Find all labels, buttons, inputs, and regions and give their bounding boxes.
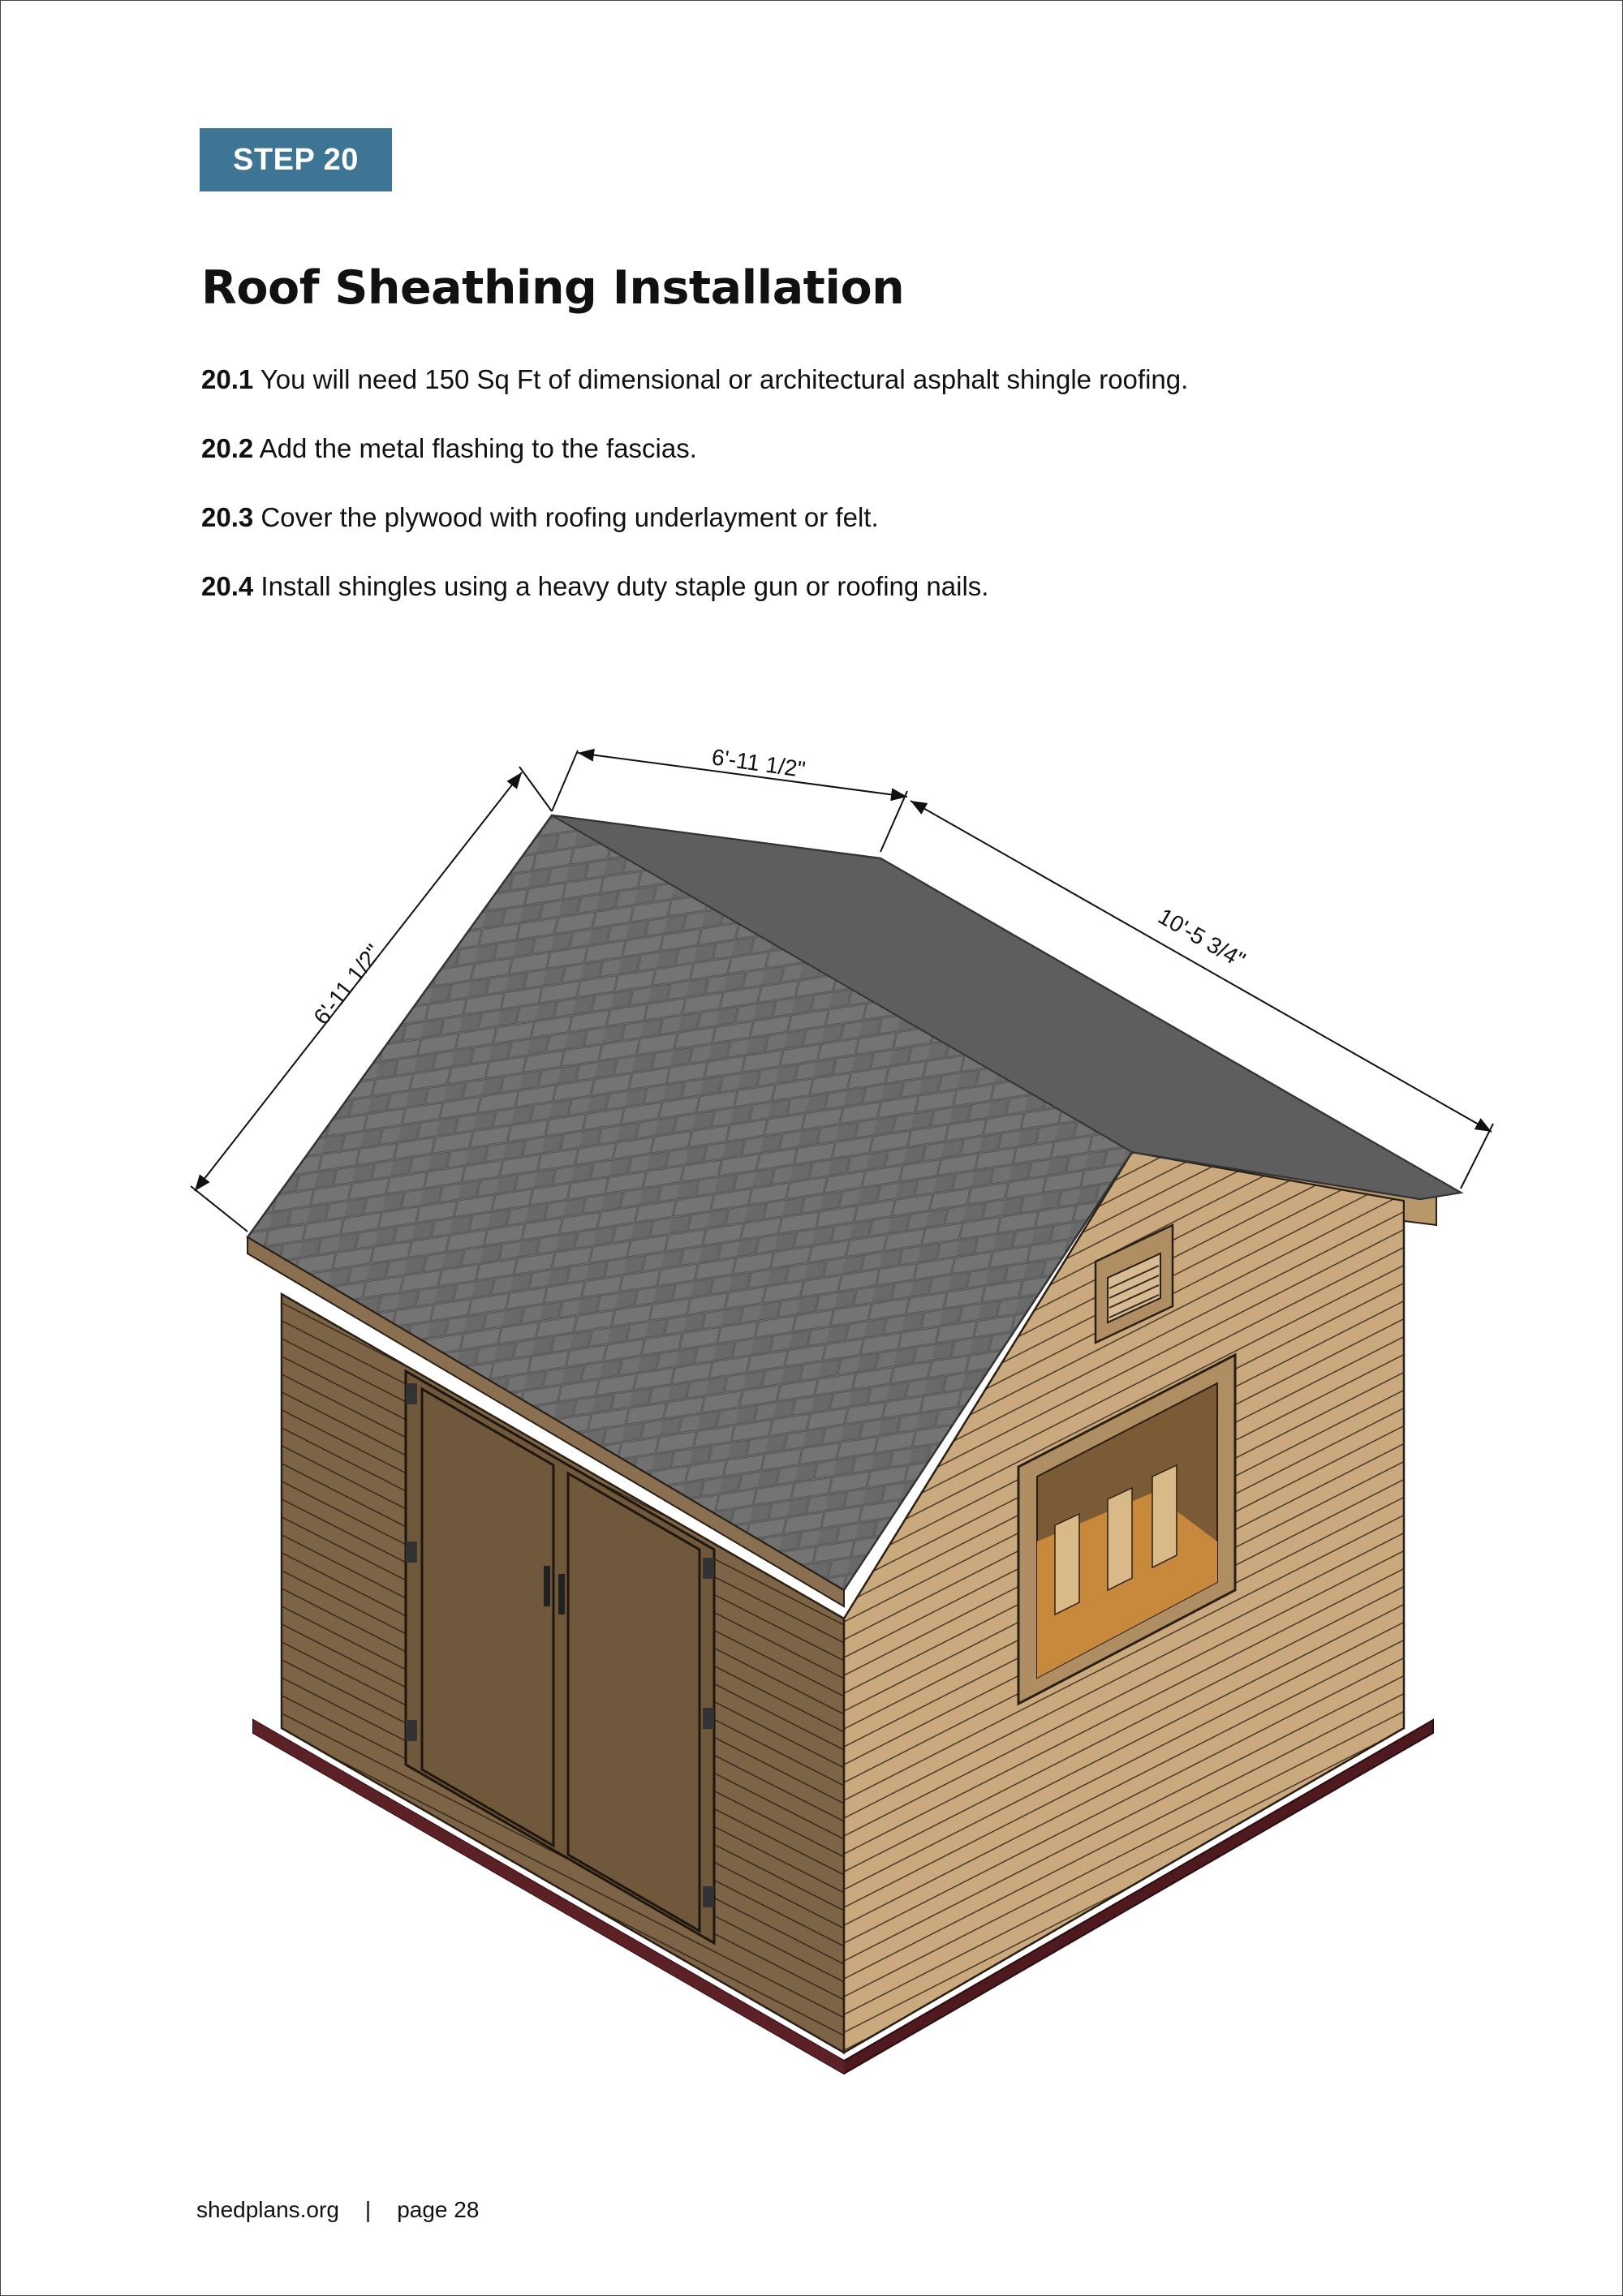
instruction-item (201, 432, 1188, 501)
dimension-roof-slope: 6'-11 1/2" (308, 939, 387, 1030)
instruction-item (201, 501, 1188, 570)
instruction-text: You will need 150 Sq Ft of dimensional or architectural asphalt shingle roofing. (253, 364, 1189, 394)
instruction-number: 20.1 (201, 364, 254, 394)
step-label: STEP 20 (233, 142, 359, 177)
page-title: Roof Sheathing Installation (201, 261, 905, 315)
instruction-number: 20.2 (201, 433, 254, 463)
instruction-list (201, 363, 1188, 639)
instruction-item (201, 363, 1188, 432)
footer-page-number: page 28 (397, 2197, 480, 2222)
instruction-item (201, 570, 1188, 639)
shed-drawing (179, 722, 1509, 2101)
instruction-number: 20.4 (201, 571, 254, 601)
dimension-side-length: 10'-5 3/4" (1154, 903, 1250, 974)
dimension-gable-top: 6'-11 1/2" (710, 744, 807, 783)
instruction-text: Add the metal flashing to the fascias. (253, 433, 697, 463)
instruction-number: 20.3 (201, 502, 254, 532)
footer-separator: | (364, 2197, 372, 2222)
footer (196, 2197, 479, 2223)
instruction-text: Cover the plywood with roofing underlayment or felt. (253, 502, 879, 532)
step-badge (200, 128, 392, 191)
footer-site: shedplans.org (196, 2197, 339, 2222)
instruction-text: Install shingles using a heavy duty staple gun or roofing nails. (253, 571, 989, 601)
